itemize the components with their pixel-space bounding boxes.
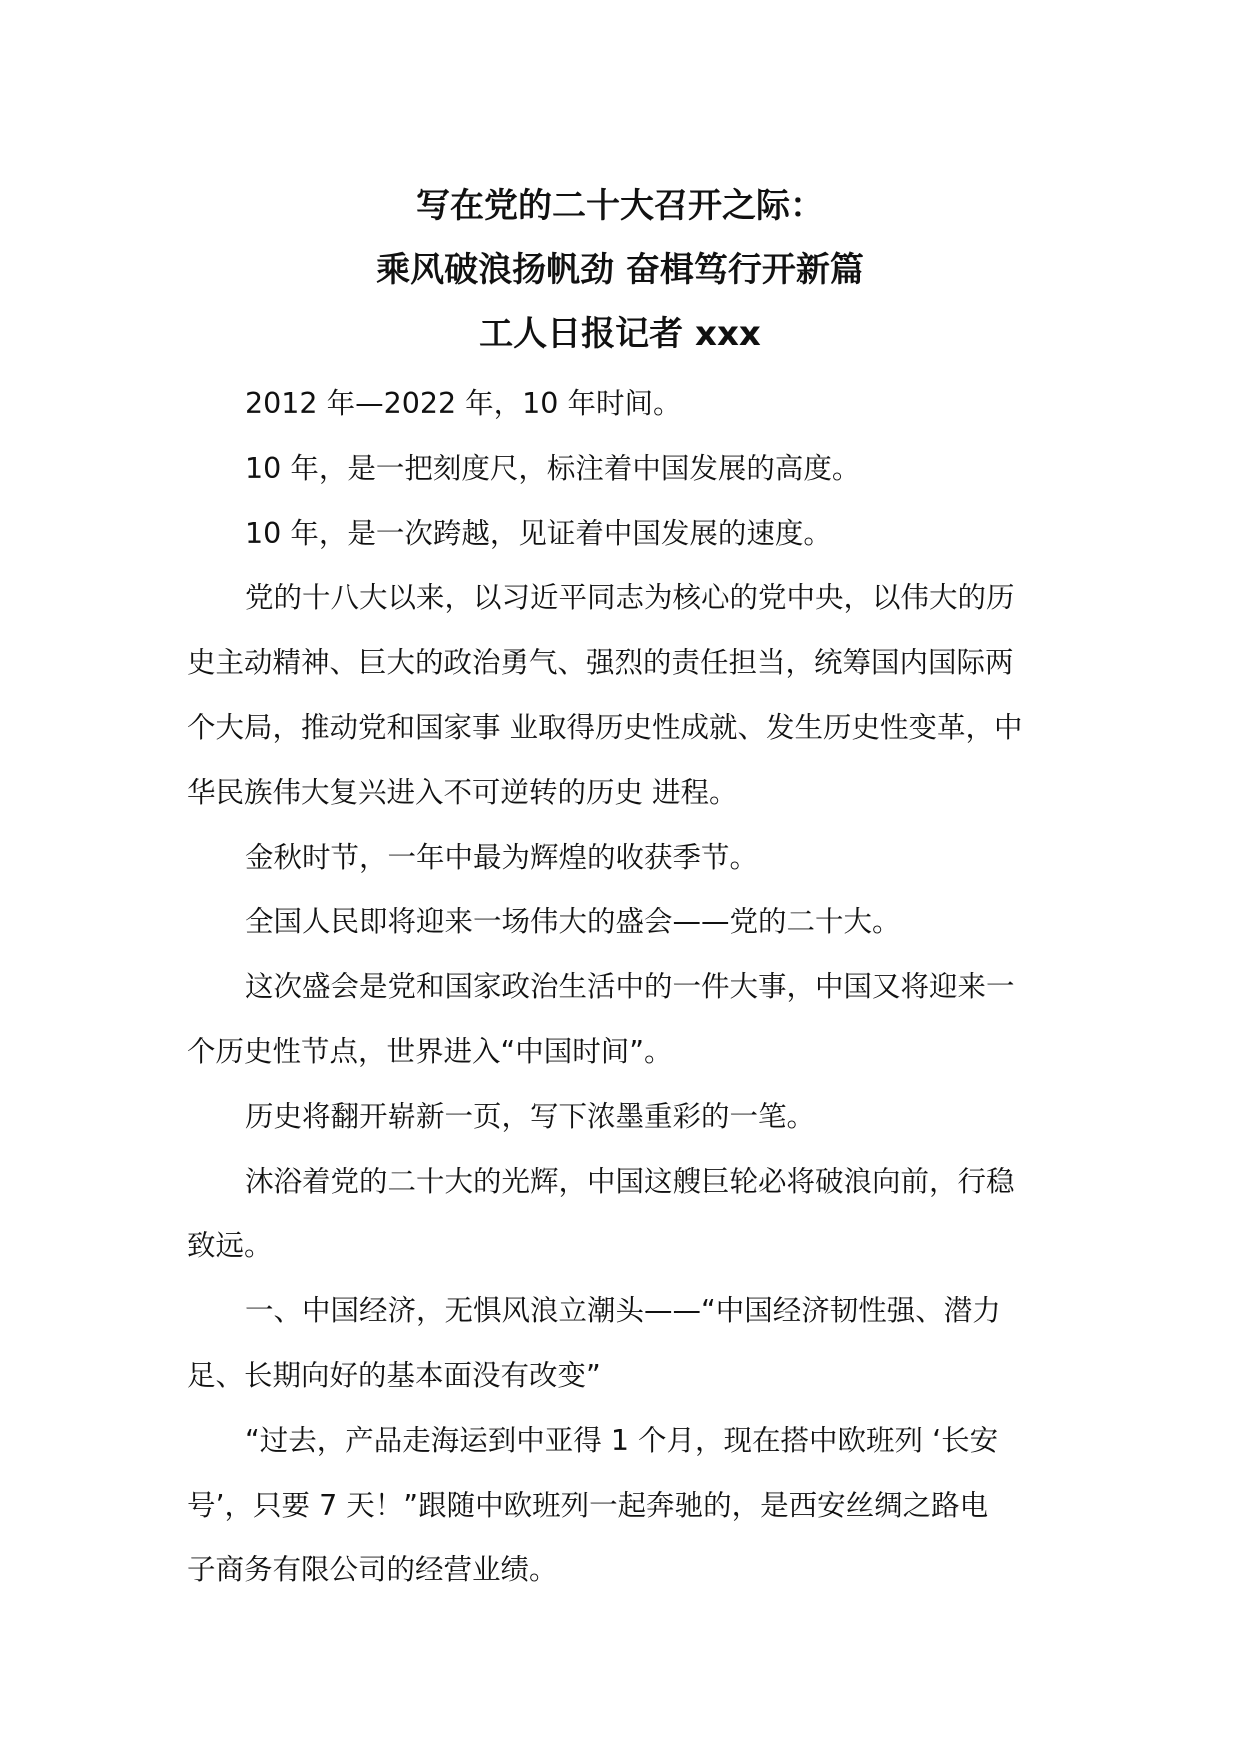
body-line: 号’，只要 7 天！”跟随中欧班列一起奔驰的，是西安丝绸之路电	[187, 1488, 989, 1522]
body-line: 历史将翻开崭新一页，写下浓墨重彩的一笔。	[245, 1099, 816, 1133]
body-line: 个大局，推动党和国家事 业取得历史性成就、发生历史性变革，中	[187, 710, 1023, 744]
body-line: 足、长期向好的基本面没有改变”	[187, 1358, 601, 1392]
body-line: 2012 年—2022 年，10 年时间。	[245, 387, 682, 420]
body-line: 党的十八大以来，以习近平同志为核心的党中央，以伟大的历	[245, 581, 1015, 615]
body-line: 沐浴着党的二十大的光辉，中国这艘巨轮必将破浪向前，行稳	[245, 1164, 1015, 1198]
body-line: 华民族伟大复兴进入不可逆转的历史 进程。	[187, 775, 738, 809]
body-line: 子商务有限公司的经营业绩。	[187, 1553, 558, 1587]
main-title: 写在党的二十大召开之际：	[416, 186, 824, 226]
body-line: 这次盛会是党和国家政治生活中的一件大事，中国又将迎来一	[245, 970, 1015, 1004]
title-block	[0, 174, 1240, 366]
article-body	[187, 372, 1067, 1603]
body-line: 一、中国经济，无惧风浪立潮头——“中国经济韧性强、潜力	[245, 1294, 1001, 1328]
byline: 工人日报记者 xxx	[479, 314, 761, 354]
body-line: 10 年，是一次跨越，见证着中国发展的速度。	[245, 516, 832, 550]
subtitle: 乘风破浪扬帆劲 奋楫笃行开新篇	[376, 250, 864, 290]
body-line: 10 年，是一把刻度尺，标注着中国发展的高度。	[245, 451, 861, 485]
body-line: 个历史性节点，世界进入“中国时间”。	[187, 1034, 673, 1068]
body-line: 全国人民即将迎来一场伟大的盛会——党的二十大。	[245, 905, 901, 939]
body-line: 史主动精神、巨大的政治勇气、强烈的责任担当，统筹国内国际两	[187, 646, 1014, 680]
body-line: “过去，产品走海运到中亚得 1 个月，现在搭中欧班列 ‘长安	[245, 1423, 999, 1457]
body-line: 致远。	[187, 1229, 273, 1263]
body-line: 金秋时节，一年中最为辉煌的收获季节。	[245, 840, 759, 874]
